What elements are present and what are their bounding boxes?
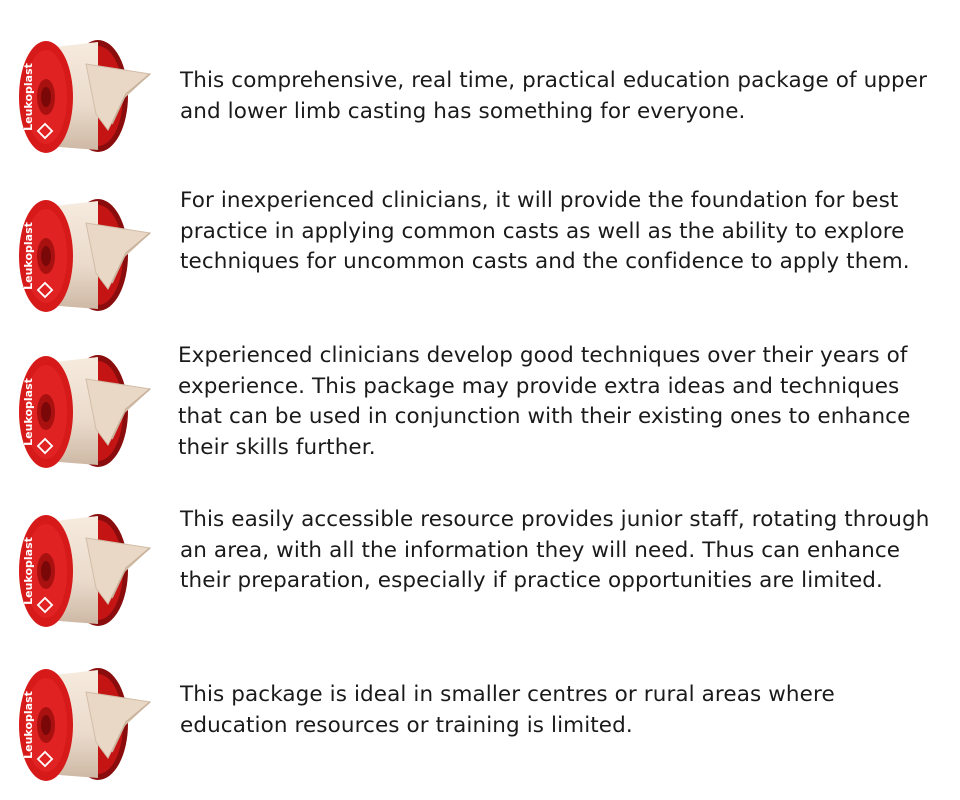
item-text: Experienced clinicians develop good techniques over their years of experience. This package may provide extra ideas and techniques that can be used in conjunction with their existing ones to enhance their skills further. [178, 343, 911, 460]
tape-brand-label: Leukoplast [22, 378, 35, 446]
item-text: This easily accessible resource provides junior staff, rotating through an area, with all the information they will need. Thus can enhance their preparation, especially if practice opportunities are limited. [180, 507, 930, 593]
item-text: This package is ideal in smaller centres or rural areas where education resources or training is limited. [180, 682, 835, 738]
tape-brand-label: Leukoplast [22, 222, 35, 290]
tape-brand-label: Leukoplast [22, 63, 35, 131]
tape-brand-label: Leukoplast [22, 537, 35, 605]
item-text: For inexperienced clinicians, it will provide the foundation for best practice in applying common casts as well as the ability to explore techniques for uncommon casts and the confidence to apply them. [180, 188, 910, 274]
tape-brand-label: Leukoplast [22, 691, 35, 759]
item-text: This comprehensive, real time, practical education package of upper and lower limb casting has something for everyone. [180, 68, 928, 124]
tape-roll-graphic [16, 349, 156, 475]
tape-roll-icon [16, 34, 156, 160]
tape-roll-icon [16, 662, 156, 788]
tape-roll-icon [16, 508, 156, 634]
tape-roll-icon [16, 193, 156, 319]
tape-roll-icon [16, 349, 156, 475]
tape-roll-graphic [16, 193, 156, 319]
tape-roll-graphic [16, 662, 156, 788]
tape-roll-graphic [16, 34, 156, 160]
tape-roll-graphic [16, 508, 156, 634]
